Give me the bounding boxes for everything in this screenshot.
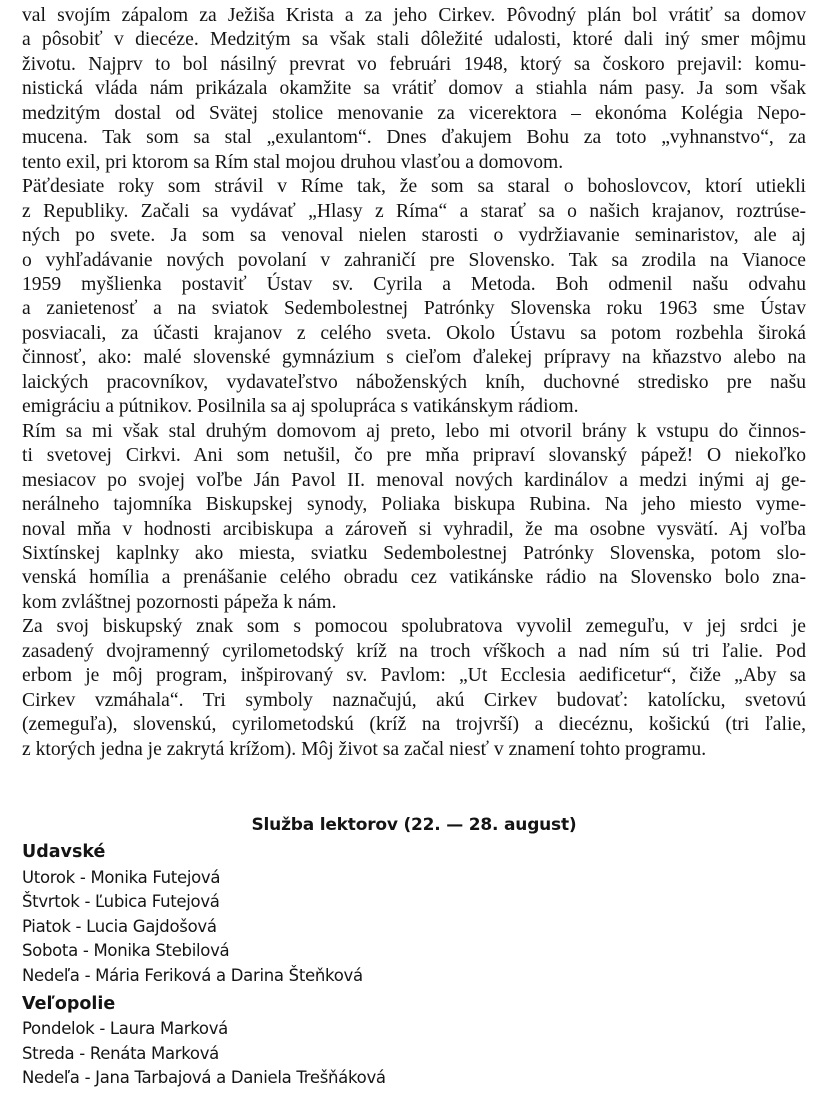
text-line: nistická vláda nám prikázala okamžite sa vrátiť domov a stiahla nám pasy. Ja som však — [22, 78, 806, 100]
text-line: mesiacov po svojej voľbe Ján Pavol II. menoval nových kardinálov a medzi inými aj ge- — [22, 469, 806, 491]
text-line: erbom je môj program, inšpirovaný sv. Pavlom: „Ut Ecclesia aedificetur“, čiže „Aby sa — [22, 665, 806, 687]
schedule-title: Služba lektorov (22. — 28. august) — [251, 815, 577, 835]
text-line: Cirkev vzmáhala“. Tri symboly naznačujú, akú Cirkev budovať: katolícku, svetovú — [22, 689, 806, 711]
reader-entry: Sobota - Monika Stebilová — [22, 941, 230, 961]
text-line: Sixtínskej kaplnky ako miesta, sviatku Sedembolestnej Patrónky Slovenska, potom slo- — [22, 542, 806, 564]
text-line: ných po svete. Ja som sa venoval nielen starosti o vydržiavanie seminaristov, ale aj — [22, 225, 806, 247]
text-line: Rím sa mi však stal druhým domovom aj preto, lebo mi otvoril brány k vstupu do činnos- — [22, 420, 806, 442]
reader-entry: Nedeľa - Mária Feriková a Darina Šteňková — [22, 966, 363, 985]
text-line: životu. Najprv to bol násilný prevrat vo februári 1948, ktorý sa čoskoro prejavil: komu- — [22, 53, 806, 75]
text-line: posviacali, za účasti krajanov z celého sveta. Okolo Ústavu sa potom rozbehla široká — [22, 322, 806, 344]
text-line: medzitým dostal od Svätej stolice menovanie za vicerektora – ekonóma Kolégia Nepo- — [22, 102, 806, 124]
text-line: (zemeguľa), slovenskú, cyrilometodskú (kríž na trojvrší) a diecéznu, košickú (tri ľalie, — [22, 714, 806, 736]
text-line: zasadený dvojramenný cyrilometodský kríž na troch vŕškoch a nad ním sú tri ľalie. Pod — [22, 640, 806, 662]
text-line: Päťdesiate roky som strávil v Ríme tak, že som sa staral o bohoslovcov, ktorí utiekli — [22, 176, 806, 198]
text-line: z Republiky. Začali sa vydávať „Hlasy z Ríma“ a starať sa o našich krajanov, roztrúse- — [22, 200, 806, 222]
text-line: 1959 myšlienka postaviť Ústav sv. Cyrila a Metoda. Boh odmenil našu odvahu — [22, 273, 806, 295]
text-line: emigráciu a pútnikov. Posilnila sa aj spolupráca s vatikánskym rádiom. — [22, 396, 579, 418]
reader-entry: Pondelok - Laura Marková — [22, 1019, 228, 1039]
text-line: tento exil, pri ktorom sa Rím stal mojou druhou vlasťou a domovom. — [22, 151, 564, 173]
text-line: noval mňa v hodnosti arcibiskupa a zároveň si vyhradil, že ma osobne vysvätí. Aj voľba — [22, 518, 806, 540]
text-line: o vyhľadávanie nových povolaní v zahraničí pre Slovensko. Tak sa zrodila na Vianoce — [22, 249, 806, 271]
text-line: ti svetovej Cirkvi. Ani som netušil, čo pre mňa pripraví slovanský pápež! O niekoľko — [22, 445, 806, 467]
reader-entry: Streda - Renáta Marková — [22, 1043, 219, 1063]
reader-entry: Štvrtok - Ľubica Futejová — [22, 892, 220, 912]
reader-entry: Nedeľa - Jana Tarbajová a Daniela Trešňáková — [22, 1068, 386, 1088]
text-line: kom zvláštnej pozornosti pápeža k nám. — [22, 591, 337, 613]
text-line: činnosť, ako: malé slovenské gymnázium s cieľom ďalekej prípravy na kňazstvo alebo na — [22, 347, 806, 369]
text-line: venská homília a prenášanie celého obradu cez vatikánske rádio na Slovensko bolo zna- — [22, 567, 806, 589]
text-line: a zanietenosť a na sviatok Sedembolestnej Patrónky Slovenska roku 1963 sme Ústav — [22, 298, 806, 320]
text-line: Za svoj biskupský znak som s pomocou spolubratova vyvolil zemeguľu, v jej srdci je — [22, 616, 806, 638]
group-heading: Veľopolie — [22, 993, 116, 1014]
article-body — [22, 4, 806, 762]
reader-entry: Utorok - Monika Futejová — [22, 867, 221, 887]
text-line: a pôsobiť v diecéze. Medzitým sa však stali dôležité udalosti, ktoré dali iný smer môjmu — [22, 29, 806, 51]
text-line: val svojím zápalom za Ježiša Krista a za jeho Cirkev. Pôvodný plán bol vrátiť sa domov — [22, 5, 806, 26]
text-line: laických pracovníkov, vydavateľstvo náboženských kníh, duchovné stredisko pre našu — [22, 371, 806, 393]
group-heading: Udavské — [22, 842, 106, 862]
text-line: mucena. Tak som sa stal „exulantom“. Dnes ďakujem Bohu za toto „vyhnanstvo“, za — [22, 127, 806, 149]
text-line: z ktorých jedna je zakrytá krížom). Môj život sa začal niesť v znamení tohto programu. — [22, 738, 707, 760]
reader-entry: Piatok - Lucia Gajdošová — [22, 916, 217, 936]
text-line: nerálneho tajomníka Biskupskej synody, Poliaka biskupa Rubina. Na jeho miesto vyme- — [22, 494, 806, 516]
